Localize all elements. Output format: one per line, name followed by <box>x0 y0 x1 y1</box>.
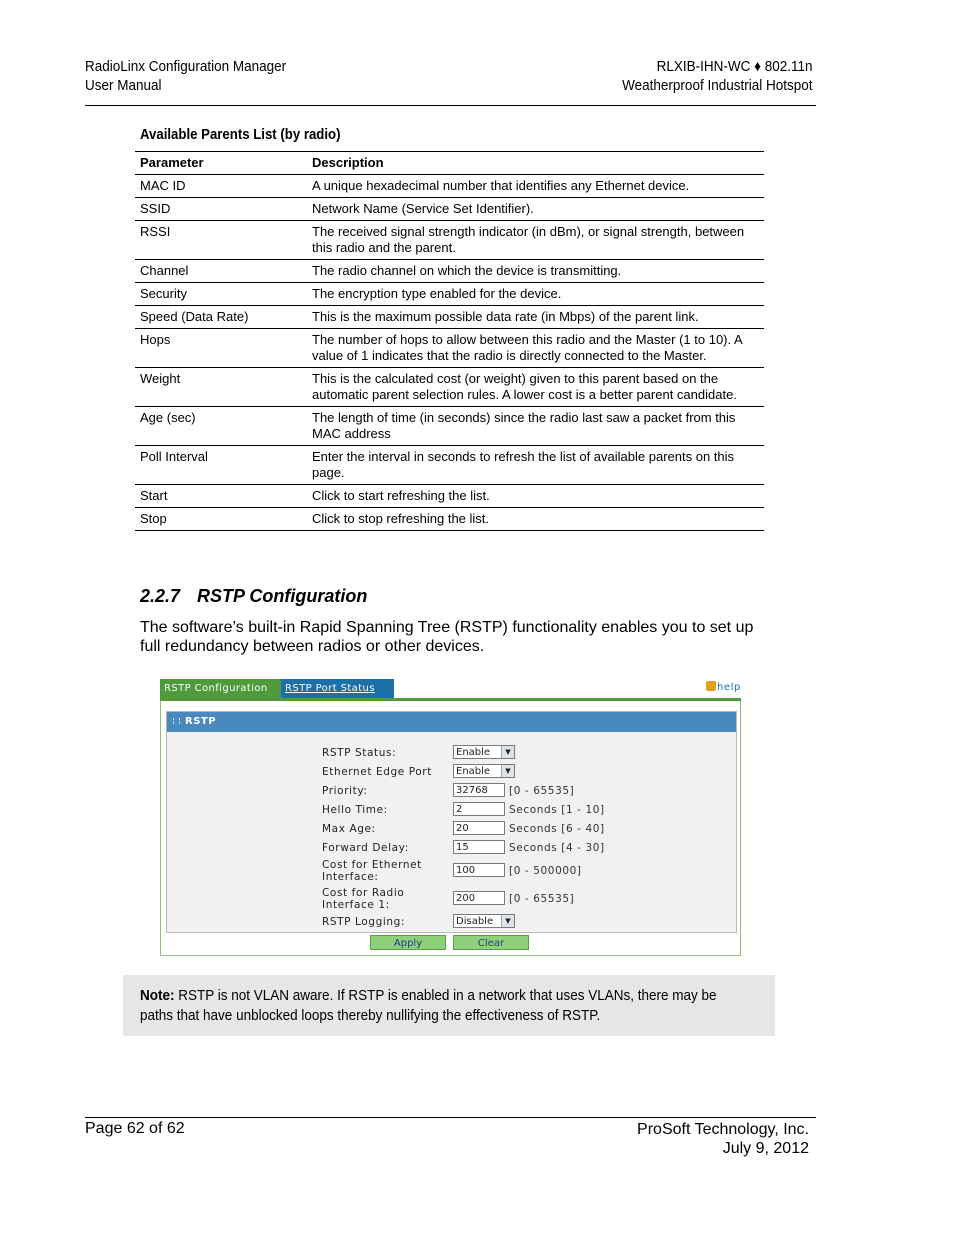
footer-date: July 9, 2012 <box>722 1140 809 1157</box>
priority-label: Priority: <box>322 785 368 797</box>
cost-ethernet-hint: [0 - 500000] <box>509 865 582 877</box>
param-name: Weight <box>135 368 307 407</box>
param-description: The length of time (in seconds) since the radio last saw a packet from this MAC address <box>307 407 764 446</box>
priority-input[interactable]: 32768 <box>453 783 505 797</box>
forward-delay-label: Forward Delay: <box>322 842 409 854</box>
table-header-row <box>135 152 764 175</box>
hello-time-input[interactable]: 2 <box>453 802 505 816</box>
param-description: Enter the interval in seconds to refresh the list of available parents on this page. <box>307 446 764 485</box>
help-icon <box>706 681 716 691</box>
help-label: help <box>716 682 741 693</box>
cost-radio-label-line1: Cost for Radio <box>322 887 405 899</box>
param-name: SSID <box>135 198 307 221</box>
table-row <box>135 306 764 329</box>
edge-port-label: Ethernet Edge Port <box>322 766 432 778</box>
max-age-label: Max Age: <box>322 823 376 835</box>
param-name: RSSI <box>135 221 307 260</box>
rstp-screenshot <box>160 679 741 957</box>
rstp-panel <box>166 711 737 933</box>
note-box <box>123 975 775 1036</box>
header-left <box>85 57 286 95</box>
param-name: Poll Interval <box>135 446 307 485</box>
rstp-status-label: RSTP Status: <box>322 747 397 759</box>
table-row <box>135 508 764 531</box>
cost-radio-hint: [0 - 65535] <box>509 893 575 905</box>
forward-delay-hint: Seconds [4 - 30] <box>509 842 605 854</box>
hello-time-label: Hello Time: <box>322 804 388 816</box>
section-title: RSTP Configuration <box>197 586 368 606</box>
rstp-logging-value: Disable <box>456 916 494 927</box>
cost-radio-label <box>322 887 404 911</box>
param-name: Speed (Data Rate) <box>135 306 307 329</box>
param-description: The encryption type enabled for the device. <box>307 283 764 306</box>
header-model-desc: Weatherproof Industrial Hotspot <box>622 77 813 94</box>
footer-company: ProSoft Technology, Inc. <box>637 1121 809 1138</box>
note-label: Note: <box>140 987 175 1004</box>
table-row <box>135 329 764 368</box>
rstp-logging-select[interactable] <box>453 914 515 928</box>
cost-ethernet-label-line2: Interface: <box>322 871 379 883</box>
param-description: This is the calculated cost (or weight) given to this parent based on the automatic parent selection rules. A lower cost is a better parent candidate. <box>307 368 764 407</box>
param-name: Channel <box>135 260 307 283</box>
param-description: The number of hops to allow between this radio and the Master (1 to 10). A value of 1 indicates that the radio is directly connected to the Master. <box>307 329 764 368</box>
grip-icon <box>173 718 180 724</box>
table-row <box>135 407 764 446</box>
help-link[interactable] <box>706 681 741 693</box>
edge-port-select[interactable] <box>453 764 515 778</box>
param-name: Hops <box>135 329 307 368</box>
column-header-description: Description <box>307 152 764 175</box>
table-row <box>135 485 764 508</box>
param-description: This is the maximum possible data rate (in Mbps) of the parent link. <box>307 306 764 329</box>
rstp-status-select[interactable] <box>453 745 515 759</box>
param-name: Stop <box>135 508 307 531</box>
tab-rstp-port-status[interactable]: RSTP Port Status <box>281 679 394 698</box>
rstp-status-value: Enable <box>456 747 491 758</box>
cost-ethernet-input[interactable]: 100 <box>453 863 505 877</box>
priority-hint: [0 - 65535] <box>509 785 575 797</box>
section-intro: The software’s built-in Rapid Spanning Tree (RSTP) functionality enables you to set up full redundancy between radios or other devices. <box>140 619 754 655</box>
table-row <box>135 221 764 260</box>
param-description: The received signal strength indicator (in dBm), or signal strength, between this radio and the parent. <box>307 221 764 260</box>
panel-title: RSTP <box>185 716 217 727</box>
note-text <box>140 986 734 1026</box>
param-name: Start <box>135 485 307 508</box>
chevron-down-icon: ▼ <box>501 746 514 758</box>
max-age-input[interactable]: 20 <box>453 821 505 835</box>
param-name: Age (sec) <box>135 407 307 446</box>
param-description: A unique hexadecimal number that identifies any Ethernet device. <box>307 175 764 198</box>
param-name: Security <box>135 283 307 306</box>
chevron-down-icon: ▼ <box>501 765 514 777</box>
footer-right <box>637 1120 809 1158</box>
config-frame <box>160 701 741 956</box>
max-age-hint: Seconds [6 - 40] <box>509 823 605 835</box>
param-description: Network Name (Service Set Identifier). <box>307 198 764 221</box>
param-description: The radio channel on which the device is transmitting. <box>307 260 764 283</box>
table-row <box>135 368 764 407</box>
table-row <box>135 283 764 306</box>
chevron-down-icon: ▼ <box>501 915 514 927</box>
header-model: RLXIB-IHN-WC ♦ 802.11n <box>657 58 813 75</box>
section-number: 2.2.7 <box>140 586 181 606</box>
cost-radio-label-line2: Interface 1: <box>322 899 390 911</box>
param-name: MAC ID <box>135 175 307 198</box>
edge-port-value: Enable <box>456 766 491 777</box>
parameters-table <box>135 151 764 531</box>
table-row <box>135 175 764 198</box>
note-body: RSTP is not VLAN aware. If RSTP is enabled in a network that uses VLANs, there may be paths that have unblocked loops thereby nullifying the effectiveness of RSTP. <box>140 987 717 1024</box>
header-product: RadioLinx Configuration Manager <box>85 58 287 75</box>
section-heading <box>140 586 367 607</box>
param-description: Click to stop refreshing the list. <box>307 508 764 531</box>
header-divider <box>85 105 816 106</box>
forward-delay-input[interactable]: 15 <box>453 840 505 854</box>
cost-ethernet-label-line1: Cost for Ethernet <box>322 859 422 871</box>
tab-rstp-configuration[interactable]: RSTP Configuration <box>160 679 281 698</box>
hello-time-hint: Seconds [1 - 10] <box>509 804 605 816</box>
param-description: Click to start refreshing the list. <box>307 485 764 508</box>
table-row <box>135 446 764 485</box>
cost-radio-input[interactable]: 200 <box>453 891 505 905</box>
table-row <box>135 260 764 283</box>
rstp-logging-label: RSTP Logging: <box>322 916 406 928</box>
header-doc-type: User Manual <box>85 77 162 94</box>
header-right <box>623 57 813 95</box>
clear-button[interactable]: Clear <box>453 935 529 950</box>
footer-divider <box>85 1117 816 1118</box>
cost-ethernet-label <box>322 859 422 883</box>
page-number: Page 62 of 62 <box>85 1120 185 1137</box>
table-row <box>135 198 764 221</box>
apply-button[interactable]: Apply <box>370 935 446 950</box>
column-header-parameter: Parameter <box>135 152 307 175</box>
table-title: Available Parents List (by radio) <box>140 126 341 143</box>
panel-header <box>167 712 736 732</box>
